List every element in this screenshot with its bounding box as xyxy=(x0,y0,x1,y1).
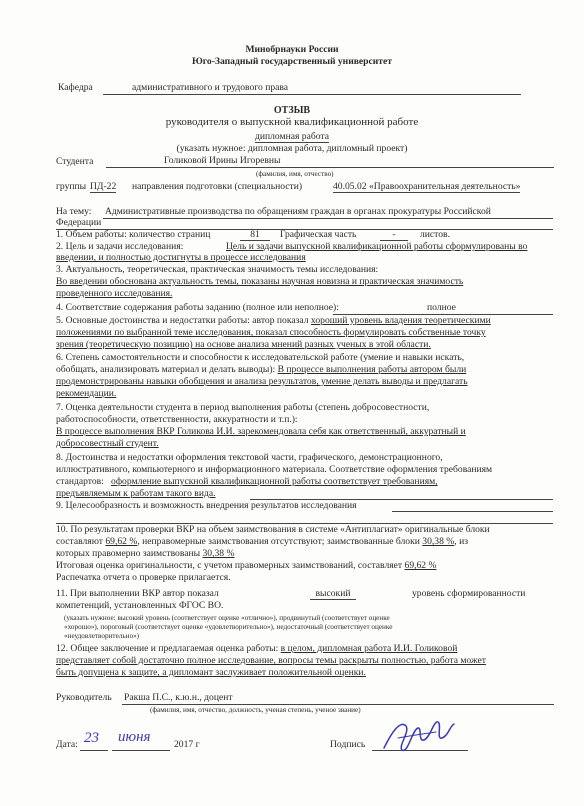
topic-line-1: Административные производства по обращениям граждан в органах прокуратуры Российской xyxy=(105,206,491,217)
topic-line-2: Федерации xyxy=(56,217,102,228)
item-4-value: полное xyxy=(427,302,456,313)
item-7-line-b: работоспособности, ответственности, аккуратности и т.п.): xyxy=(56,414,298,425)
date-year: 2017 г xyxy=(174,739,200,750)
student-line xyxy=(106,167,554,168)
item-11-line-c: компетенций, установленных ФГОС ВО. xyxy=(56,600,224,611)
department-label: Кафедра xyxy=(58,82,93,93)
item-12-line-d: быть допущена к защите, а дипломант заслуживает положительной оценки. xyxy=(56,667,366,678)
item-1-graph-label: Графическая часть xyxy=(280,229,357,240)
item-9-label: 9. Целесообразность и возможность внедрения результатов исследования xyxy=(56,500,357,511)
date-label: Дата: xyxy=(56,739,78,750)
item-11-line-a: 11. При выполнении ВКР автор показал xyxy=(56,588,219,599)
group-value: ПД-22 xyxy=(90,181,117,192)
supervisor-caption: (фамилия, имя, отчество, должность, ученая степень, ученое звание) xyxy=(150,706,361,714)
work-type-hint: (указать нужное: дипломная работа, дипломный проект) xyxy=(176,143,408,154)
item-8-line-a: 8. Достоинства и недостатки оформления текстовой части, графического, демонстрационного, xyxy=(56,452,443,463)
direction-value: 40.05.02 «Правоохранительная деятельность» xyxy=(333,181,521,192)
item-7-line-d: добросовестный студент. xyxy=(56,438,159,449)
item-10-line-g: Распечатка отчета о проверке прилагается. xyxy=(56,572,231,583)
item-11-hint-b: «хорошо»), пороговый (соответствует оценке «удовлетворительно»), недостаточный (соответствует оценке xyxy=(64,623,393,631)
student-caption: (фамилия, имя, отчество) xyxy=(256,170,334,178)
item-10-line-b: составляют 69,62 %, неправомерные заимствования отсутствуют; заимствованные блоки 30,38 %, из xyxy=(56,536,468,547)
work-type-value: дипломная работа xyxy=(254,131,329,142)
university-name: Юго-Западный государственный университет xyxy=(192,56,392,67)
topic-label: На тему: xyxy=(56,206,92,217)
department-line xyxy=(103,94,521,95)
date-month: июня xyxy=(118,729,151,745)
item-8-line-c: стандартов: оформление выпускной квалификационной работы соответствует требованиям, xyxy=(56,476,438,487)
item-6-line-a: 6. Степень самостоятельности и способности к исследовательской работе (умение и навыки искать, xyxy=(56,352,465,363)
signature-label: Подпись xyxy=(330,739,366,750)
item-7-line-c: В процессе выполнения ВКР Голикова И.И. зарекомендовала себя как ответственный, аккуратный и xyxy=(56,426,466,437)
item-1-graph-value: - xyxy=(374,229,414,240)
item-10-line-f: Итоговая оценка оригинальности, с учетом правомерных заимствований, составляет 69,62 % xyxy=(56,560,437,571)
item-6-line-e: рекомендации. xyxy=(56,388,117,399)
item-12-line-c: представляет собой достаточно полное исследование, вопросы темы раскрыты полностью, работа может xyxy=(56,655,486,666)
item-3-label: 3. Актуальность, теоретическая, практическая значимость темы исследования: xyxy=(56,264,379,275)
item-1-sheets: листов. xyxy=(420,229,450,240)
ministry-name: Минобрнауки России xyxy=(245,44,339,55)
supervisor-value: Ракша П.С., к.ю.н., доцент xyxy=(124,692,233,703)
item-11-hint-c: «неудовлетворительно») xyxy=(64,632,140,640)
supervisor-line xyxy=(122,704,554,705)
item-11-hint-a: (указать нужное: высокий уровень (соответствует оценке «отлично»), продвинутый (соответствует оценке xyxy=(64,614,390,622)
item-1-pages: 81 xyxy=(236,229,274,240)
item-2-value-a: Цель и задачи выпускной квалификационной работы сформулированы во xyxy=(226,241,528,252)
item-6-line-b: обобщать, анализировать материал и делать выводы): В процессе выполнения работы автором были xyxy=(56,364,467,375)
item-6-line-d: продемонстрированы навыки обобщения и анализа результатов, умение делать выводы и предлагать xyxy=(56,376,468,387)
date-month-line xyxy=(112,750,170,751)
date-day-line xyxy=(80,750,108,751)
item-10-line-e: которых правомерно заимствованы 30,38 % xyxy=(56,548,235,559)
student-label: Студента xyxy=(56,156,94,167)
supervisor-label: Руководитель xyxy=(56,692,112,703)
department-value: административного и трудового права xyxy=(132,82,289,93)
item-4-label: 4. Соответствие содержания работы заданию (полное или неполное): xyxy=(56,302,339,313)
item-5-line-a: 5. Основные достоинства и недостатки работы: автор показал хороший уровень владения теоретическими xyxy=(56,315,491,326)
item-2-value-b: введении, и полностью достигнуты в процессе исследования xyxy=(56,252,306,263)
item-2-label: 2. Цель и задачи исследования: xyxy=(56,241,184,252)
item-5-line-d: зрения (теоретическую позицию) на основе анализа мнений разных ученых в этой области. xyxy=(56,339,431,350)
item-3-value-a: Во введении обоснована актуальность темы, показаны научная новизна и практическая значимость xyxy=(56,276,464,287)
group-label: группы xyxy=(56,181,87,192)
student-name: Голиковой Ирины Игоревны xyxy=(164,155,281,166)
item-7-line-a: 7. Оценка деятельности студента в период выполнения работы (степень добросовестности, xyxy=(56,402,430,413)
date-day: 23 xyxy=(84,730,99,746)
handwritten-signature xyxy=(378,710,458,760)
document-subtitle: руководителя о выпускной квалификационной работе xyxy=(165,116,419,128)
topic-underline-1 xyxy=(103,218,553,219)
item-3-value-b: проведенного исследования. xyxy=(56,288,173,299)
item-8-line-b: иллюстративного, компьютерного и информационного материала. Соответствие оформления требованиям xyxy=(56,464,493,475)
item-9-line-1 xyxy=(392,511,553,512)
item-11-level: высокий xyxy=(298,588,368,599)
item-8-line-e: предъявляемым к работам такого вида. xyxy=(56,488,216,499)
item-12-line-a: 12. Общее заключение и предлагаемая оценка работы: в целом, дипломная работа И.И. Голиковой xyxy=(56,643,458,654)
work-type xyxy=(0,131,584,142)
item-10-line-a: 10. По результатам проверки ВКР на объем заимствования в системе «Антиплагиат» оригинальные блоки xyxy=(56,524,490,535)
document-title: ОТЗЫВ xyxy=(273,105,311,116)
direction-label: направления подготовки (специальности) xyxy=(132,181,303,192)
item-1-label: 1. Объем работы: количество страниц xyxy=(56,229,211,240)
item-11-line-b: уровень сформированности xyxy=(412,588,526,599)
item-5-line-c: положениями по выбранной теме исследования, показал способность формулировать собственные точку xyxy=(56,327,486,338)
